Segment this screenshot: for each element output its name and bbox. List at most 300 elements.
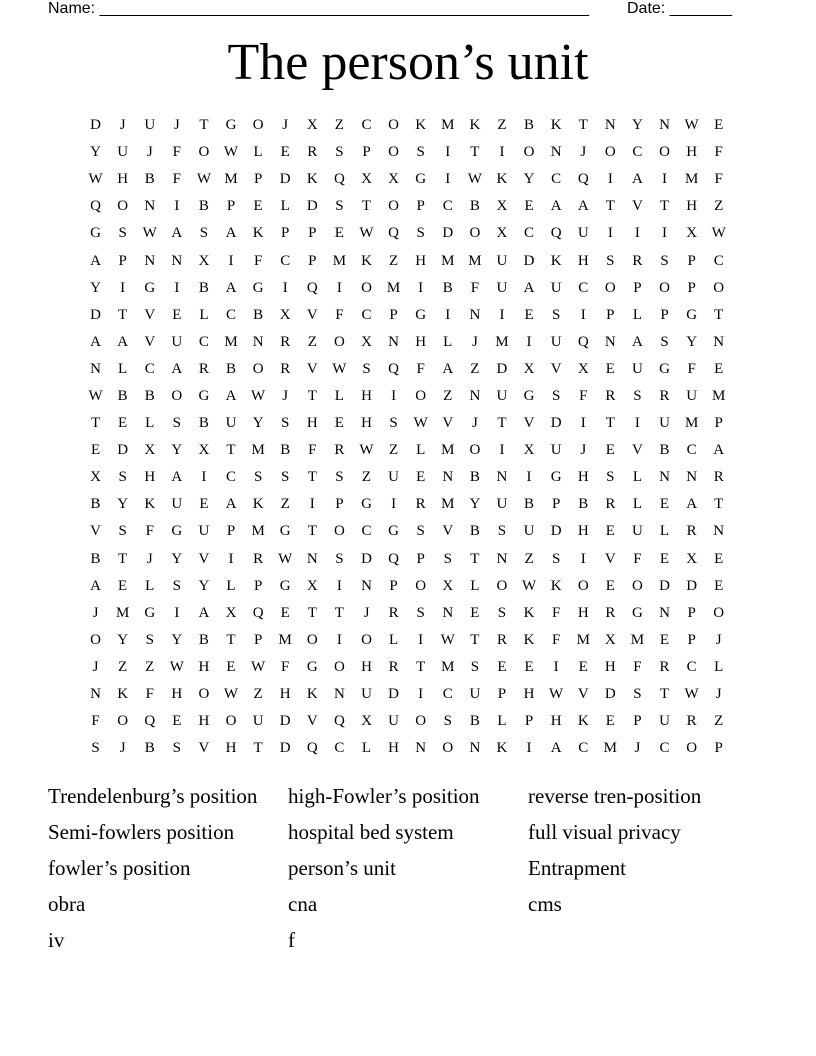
grid-cell[interactable]: P [362,144,371,161]
grid-cell[interactable]: T [307,523,317,540]
grid-cell[interactable]: T [470,144,480,161]
grid-cell[interactable]: M [441,496,455,513]
grid-cell[interactable]: E [226,658,236,675]
grid-cell[interactable]: K [117,686,129,703]
grid-cell[interactable]: I [418,631,424,648]
grid-cell[interactable]: A [225,225,237,242]
grid-cell[interactable]: E [605,523,615,540]
grid-cell[interactable]: A [632,171,643,188]
grid-cell[interactable]: N [144,252,156,269]
grid-cell[interactable]: X [388,171,399,188]
grid-cell[interactable]: I [120,279,126,296]
grid-cell[interactable]: M [332,252,347,269]
grid-cell[interactable]: Z [443,387,453,404]
grid-cell[interactable]: J [580,442,587,459]
grid-cell[interactable]: W [251,387,266,404]
grid-cell[interactable]: U [577,225,589,242]
grid-cell[interactable]: J [363,604,370,621]
grid-cell[interactable]: P [524,713,534,730]
grid-cell[interactable]: L [632,306,642,323]
grid-cell[interactable]: F [91,713,100,730]
grid-cell[interactable]: Y [117,496,129,513]
grid-cell[interactable]: O [333,658,345,675]
grid-cell[interactable]: N [469,740,481,757]
grid-cell[interactable]: C [686,442,697,459]
grid-cell[interactable]: X [523,442,535,459]
grid-cell[interactable]: Z [497,117,507,134]
grid-cell[interactable]: S [172,415,181,432]
grid-cell[interactable]: F [470,279,480,296]
grid-cell[interactable]: C [551,171,562,188]
grid-cell[interactable]: L [280,198,290,215]
grid-cell[interactable]: D [442,225,454,242]
grid-cell[interactable]: Y [198,577,210,594]
grid-cell[interactable]: N [659,469,670,486]
grid-cell[interactable]: B [198,631,209,648]
grid-cell[interactable]: B [524,496,535,513]
grid-cell[interactable]: F [172,144,181,161]
grid-cell[interactable]: H [604,658,616,675]
grid-cell[interactable]: N [415,740,427,757]
grid-cell[interactable]: S [362,360,371,377]
grid-cell[interactable]: L [714,658,724,675]
grid-cell[interactable]: Z [714,713,724,730]
grid-cell[interactable]: F [145,686,154,703]
grid-cell[interactable]: S [606,252,615,269]
grid-cell[interactable]: R [198,360,209,377]
grid-cell[interactable]: M [712,387,726,404]
grid-cell[interactable]: T [659,686,670,703]
grid-cell[interactable]: C [713,252,724,269]
grid-cell[interactable]: O [415,713,427,730]
grid-cell[interactable]: O [198,686,210,703]
grid-cell[interactable]: Q [577,333,589,350]
grid-cell[interactable]: J [580,144,587,161]
grid-cell[interactable]: T [226,442,236,459]
grid-cell[interactable]: X [361,713,372,730]
grid-cell[interactable]: W [684,686,699,703]
grid-cell[interactable]: M [251,442,265,459]
grid-cell[interactable]: B [198,415,209,432]
grid-cell[interactable]: N [604,117,616,134]
grid-cell[interactable]: J [92,604,99,621]
grid-cell[interactable]: K [144,496,156,513]
grid-cell[interactable]: P [389,306,398,323]
grid-cell[interactable]: K [252,225,264,242]
grid-cell[interactable]: H [415,252,427,269]
grid-cell[interactable]: R [686,523,697,540]
grid-cell[interactable]: S [443,550,452,567]
grid-cell[interactable]: P [687,604,696,621]
grid-cell[interactable]: R [280,360,291,377]
grid-cell[interactable]: M [441,117,455,134]
grid-cell[interactable]: H [577,469,589,486]
grid-cell[interactable]: Z [714,198,724,215]
grid-cell[interactable]: C [686,658,697,675]
grid-cell[interactable]: E [199,496,209,513]
grid-cell[interactable]: V [90,523,101,540]
grid-cell[interactable]: G [144,604,156,621]
grid-cell[interactable]: W [467,171,482,188]
grid-cell[interactable]: I [228,252,234,269]
grid-cell[interactable]: N [90,360,101,377]
grid-cell[interactable]: M [468,252,482,269]
grid-cell[interactable]: D [279,171,291,188]
grid-cell[interactable]: Z [388,252,399,269]
grid-cell[interactable]: P [416,550,425,567]
grid-cell[interactable]: I [228,550,234,567]
grid-cell[interactable]: S [335,198,344,215]
grid-cell[interactable]: L [443,333,453,350]
grid-cell[interactable]: P [253,631,263,648]
grid-cell[interactable]: O [469,442,481,459]
grid-cell[interactable]: L [416,442,426,459]
grid-cell[interactable]: P [660,306,669,323]
grid-cell[interactable]: E [605,713,615,730]
grid-cell[interactable]: V [442,415,454,432]
grid-cell[interactable]: N [496,469,508,486]
grid-cell[interactable]: A [713,442,725,459]
grid-cell[interactable]: N [171,252,183,269]
grid-cell[interactable]: E [659,631,670,648]
grid-cell[interactable]: F [551,631,561,648]
grid-cell[interactable]: S [145,631,154,648]
grid-cell[interactable]: O [252,117,264,134]
grid-cell[interactable]: X [198,442,210,459]
grid-cell[interactable]: P [389,577,398,594]
grid-cell[interactable]: F [281,658,290,675]
grid-cell[interactable]: D [550,523,562,540]
grid-cell[interactable]: H [361,658,372,675]
grid-cell[interactable]: W [278,550,293,567]
grid-cell[interactable]: H [198,658,210,675]
grid-cell[interactable]: B [469,713,480,730]
grid-cell[interactable]: T [714,496,724,513]
grid-cell[interactable]: K [469,117,481,134]
grid-cell[interactable]: N [144,198,156,215]
grid-cell[interactable]: H [415,333,427,350]
grid-cell[interactable]: X [604,631,616,648]
grid-cell[interactable]: S [253,469,263,486]
grid-cell[interactable]: S [633,686,642,703]
grid-cell[interactable]: R [659,658,670,675]
grid-cell[interactable]: O [523,144,535,161]
grid-cell[interactable]: J [282,387,289,404]
grid-cell[interactable]: N [469,306,481,323]
grid-cell[interactable]: X [496,198,508,215]
grid-cell[interactable]: H [686,144,698,161]
grid-cell[interactable]: N [713,333,725,350]
grid-cell[interactable]: S [470,658,480,675]
grid-cell[interactable]: G [198,387,210,404]
grid-cell[interactable]: P [633,279,642,296]
grid-cell[interactable]: R [388,658,399,675]
grid-cell[interactable]: U [361,686,372,703]
grid-cell[interactable]: S [91,740,100,757]
grid-cell[interactable]: V [198,550,210,567]
grid-cell[interactable]: F [308,442,317,459]
grid-cell[interactable]: T [361,198,372,215]
grid-cell[interactable]: E [172,306,182,323]
grid-cell[interactable]: A [632,333,643,350]
grid-cell[interactable]: Q [388,225,399,242]
grid-cell[interactable]: R [496,631,507,648]
grid-cell[interactable]: X [361,333,372,350]
grid-cell[interactable]: D [279,740,291,757]
grid-cell[interactable]: M [441,442,455,459]
grid-cell[interactable]: U [388,713,399,730]
grid-cell[interactable]: I [580,415,586,432]
grid-cell[interactable]: O [659,279,670,296]
grid-cell[interactable]: S [551,550,561,567]
grid-cell[interactable]: P [606,306,615,323]
grid-cell[interactable]: Z [145,658,155,675]
grid-cell[interactable]: Y [171,442,183,459]
grid-cell[interactable]: E [416,469,426,486]
grid-cell[interactable]: E [524,658,534,675]
grid-cell[interactable]: S [118,469,127,486]
grid-cell[interactable]: J [634,740,641,757]
grid-cell[interactable]: K [550,577,562,594]
grid-cell[interactable]: V [632,198,643,215]
grid-cell[interactable]: Z [334,117,344,134]
grid-cell[interactable]: R [605,387,616,404]
grid-cell[interactable]: U [117,144,129,161]
grid-cell[interactable]: L [388,631,399,648]
grid-cell[interactable]: P [714,415,723,432]
grid-cell[interactable]: Y [632,117,643,134]
grid-cell[interactable]: R [280,333,291,350]
grid-cell[interactable]: N [306,550,318,567]
grid-cell[interactable]: G [225,117,237,134]
grid-cell[interactable]: Q [333,713,345,730]
grid-cell[interactable]: Z [388,442,399,459]
grid-cell[interactable]: G [659,360,670,377]
grid-cell[interactable]: Q [388,550,399,567]
grid-cell[interactable]: R [388,604,399,621]
grid-cell[interactable]: W [251,658,266,675]
grid-cell[interactable]: S [497,523,507,540]
grid-cell[interactable]: O [117,198,129,215]
grid-cell[interactable]: U [496,279,508,296]
grid-cell[interactable]: H [306,415,318,432]
grid-cell[interactable]: O [117,713,129,730]
grid-cell[interactable]: L [334,387,344,404]
grid-cell[interactable]: I [499,442,505,459]
date-field-label[interactable]: Date: _______ [627,0,732,17]
grid-cell[interactable]: R [253,550,264,567]
grid-cell[interactable]: I [445,171,451,188]
grid-cell[interactable]: D [659,577,670,594]
grid-cell[interactable]: N [469,387,481,404]
grid-cell[interactable]: K [306,171,318,188]
grid-cell[interactable]: E [334,225,344,242]
grid-cell[interactable]: O [632,577,643,594]
grid-cell[interactable]: X [686,550,698,567]
grid-cell[interactable]: L [632,469,642,486]
grid-cell[interactable]: S [497,604,507,621]
grid-cell[interactable]: S [551,306,561,323]
grid-cell[interactable]: O [306,631,318,648]
grid-cell[interactable]: I [418,686,424,703]
grid-cell[interactable]: N [496,550,508,567]
grid-cell[interactable]: E [714,550,724,567]
grid-cell[interactable]: N [90,686,101,703]
grid-cell[interactable]: W [521,577,537,594]
grid-cell[interactable]: O [577,577,589,594]
grid-cell[interactable]: O [252,360,264,377]
grid-cell[interactable]: U [198,523,210,540]
grid-cell[interactable]: C [280,252,291,269]
grid-cell[interactable]: H [388,740,399,757]
grid-cell[interactable]: S [281,415,290,432]
grid-cell[interactable]: G [252,279,264,296]
grid-cell[interactable]: F [253,252,263,269]
grid-cell[interactable]: I [174,198,180,215]
grid-cell[interactable]: H [361,415,372,432]
grid-cell[interactable]: H [577,604,589,621]
grid-cell[interactable]: G [523,387,535,404]
grid-cell[interactable]: L [118,360,128,377]
grid-cell[interactable]: B [90,550,101,567]
grid-cell[interactable]: W [88,387,103,404]
grid-cell[interactable]: K [523,604,535,621]
grid-cell[interactable]: Y [523,171,535,188]
grid-cell[interactable]: Y [469,496,481,513]
grid-cell[interactable]: A [225,387,237,404]
grid-cell[interactable]: O [604,144,616,161]
grid-cell[interactable]: I [634,225,640,242]
grid-cell[interactable]: I [526,740,532,757]
grid-cell[interactable]: X [225,604,237,621]
grid-cell[interactable]: W [684,117,699,134]
grid-cell[interactable]: Z [118,658,128,675]
grid-cell[interactable]: V [577,686,589,703]
grid-cell[interactable]: B [117,387,128,404]
grid-cell[interactable]: W [142,225,157,242]
grid-cell[interactable]: Q [577,171,589,188]
grid-cell[interactable]: T [470,550,480,567]
grid-cell[interactable]: O [713,604,725,621]
grid-cell[interactable]: C [659,740,670,757]
grid-cell[interactable]: C [632,144,643,161]
grid-cell[interactable]: A [225,496,237,513]
grid-cell[interactable]: T [307,469,317,486]
grid-cell[interactable]: U [523,523,535,540]
grid-cell[interactable]: X [306,117,318,134]
grid-cell[interactable]: X [577,360,589,377]
grid-cell[interactable]: I [526,469,532,486]
grid-cell[interactable]: K [496,740,508,757]
grid-cell[interactable]: K [496,171,508,188]
grid-cell[interactable]: Y [171,631,183,648]
grid-cell[interactable]: S [335,469,344,486]
grid-cell[interactable]: S [416,604,425,621]
grid-cell[interactable]: G [550,469,562,486]
grid-cell[interactable]: U [659,415,670,432]
grid-cell[interactable]: U [388,469,399,486]
grid-cell[interactable]: U [550,279,562,296]
grid-cell[interactable]: B [253,306,264,323]
grid-cell[interactable]: I [662,171,668,188]
grid-cell[interactable]: I [391,387,397,404]
grid-cell[interactable]: S [118,523,127,540]
grid-cell[interactable]: G [632,604,643,621]
grid-cell[interactable]: M [495,333,509,350]
grid-cell[interactable]: E [118,415,128,432]
grid-cell[interactable]: Q [306,740,318,757]
grid-cell[interactable]: A [117,333,129,350]
grid-cell[interactable]: A [686,496,698,513]
grid-cell[interactable]: L [632,496,642,513]
grid-cell[interactable]: Y [171,550,183,567]
grid-cell[interactable]: L [659,523,670,540]
grid-cell[interactable]: K [523,631,535,648]
grid-cell[interactable]: P [714,740,723,757]
grid-cell[interactable]: P [551,496,561,513]
grid-cell[interactable]: W [223,144,239,161]
grid-cell[interactable]: D [496,360,508,377]
grid-cell[interactable]: D [523,252,535,269]
grid-cell[interactable]: H [550,713,562,730]
grid-cell[interactable]: T [118,306,128,323]
grid-cell[interactable]: P [253,577,263,594]
grid-cell[interactable]: M [441,658,455,675]
grid-cell[interactable]: X [306,577,318,594]
grid-cell[interactable]: L [361,740,372,757]
grid-cell[interactable]: J [119,740,126,757]
grid-cell[interactable]: I [607,171,613,188]
grid-cell[interactable]: P [226,523,236,540]
grid-cell[interactable]: R [415,496,426,513]
grid-cell[interactable]: U [496,496,508,513]
grid-cell[interactable]: K [361,252,372,269]
grid-cell[interactable]: M [576,631,590,648]
grid-cell[interactable]: M [441,252,455,269]
grid-cell[interactable]: B [144,387,155,404]
grid-cell[interactable]: L [145,577,155,594]
grid-cell[interactable]: C [334,740,345,757]
grid-cell[interactable]: N [442,469,454,486]
grid-cell[interactable]: J [715,686,722,703]
grid-cell[interactable]: U [171,496,183,513]
grid-cell[interactable]: J [282,117,289,134]
grid-cell[interactable]: I [336,577,342,594]
grid-cell[interactable]: O [496,577,508,594]
grid-cell[interactable]: G [144,279,156,296]
grid-cell[interactable]: A [225,279,237,296]
grid-cell[interactable]: M [115,604,130,621]
grid-cell[interactable]: B [578,496,589,513]
grid-cell[interactable]: U [550,333,562,350]
grid-cell[interactable]: K [550,252,562,269]
grid-cell[interactable]: J [146,550,153,567]
grid-cell[interactable]: E [118,577,128,594]
grid-cell[interactable]: N [252,333,264,350]
grid-cell[interactable]: F [714,144,723,161]
grid-cell[interactable]: J [715,631,722,648]
grid-cell[interactable]: J [119,117,126,134]
grid-cell[interactable]: N [659,117,670,134]
grid-cell[interactable]: K [577,713,589,730]
grid-cell[interactable]: R [632,252,643,269]
grid-cell[interactable]: S [416,523,425,540]
grid-cell[interactable]: C [361,117,372,134]
grid-cell[interactable]: G [415,171,427,188]
grid-cell[interactable]: O [713,279,725,296]
grid-cell[interactable]: E [524,306,534,323]
grid-cell[interactable]: X [686,225,698,242]
